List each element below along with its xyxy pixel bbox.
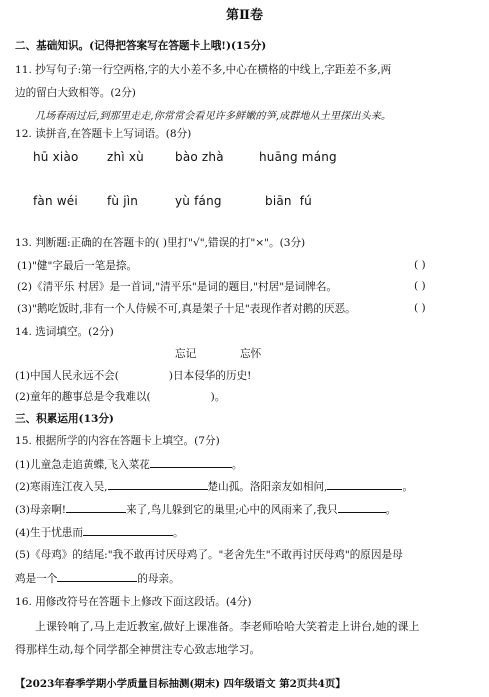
q15-1-text: (1)儿童急走追黄蝶,飞入菜花 [15, 459, 150, 471]
q13-item-2: (2)《清平乐 村居》是一首词,"清平乐"是词的题目,"村居"是词牌名。 [17, 281, 338, 293]
q15-2-end: 。 [402, 481, 414, 493]
q15-item-5-line1: (5)《母鸡》的结尾:"我不敢再讨厌母鸡了。"老舍先生"不敢再讨厌母鸡"的原因是母 [15, 549, 403, 561]
q14-item2-start: (2)童年的趣事总是令我难以( [15, 391, 151, 403]
section2-heading: 二、基础知识。(记得把答案写在答题卡上哦!)(15分) [15, 40, 267, 52]
q15-4-text: (4)生于忧患而 [15, 527, 83, 539]
q16-paragraph-line2: 得那样生动,每个同学都全神贯注专心致志地学习。 [15, 643, 261, 656]
q14-word-1: 忘记 [175, 348, 197, 360]
q16-paragraph-line1: 上课铃响了,马上走近教室,做好上课准备。李老师哈哈大笑着走上讲台,她的课上 [35, 620, 420, 633]
q15-3-text-a: (3)母亲啊! [15, 504, 67, 516]
pinyin-fu-jin: fù jìn [107, 194, 139, 208]
q14-word-2: 忘怀 [240, 348, 262, 360]
q15-2-text-b: 楚山孤。洛阳亲友如相问, [207, 481, 328, 493]
q15-item-4 [15, 525, 184, 540]
pinyin-huang-mang: huāng máng [259, 150, 337, 164]
q15-4-blank [83, 525, 173, 536]
q11-prompt-line2: 边的留白大致相等。(2分) [15, 87, 136, 99]
q15-item-5-line2 [15, 571, 180, 586]
q11-prompt-line1: 11. 抄写句子:第一行空两格,字的大小差不多,中心在横格的中线上,字距差不多,两 [15, 64, 392, 76]
q13-item-3: (3)"鹅吃饭时,非有一个人侍候不可,真是架子十足"表现作者对鹅的厌恶。 [17, 303, 356, 315]
q14-prompt: 14. 选词填空。(2分) [15, 326, 114, 338]
q15-4-end: 。 [172, 527, 184, 539]
pinyin-hu-xiao: hū xiào [33, 150, 79, 164]
q11-copy-sentence: 几场春雨过后,到那里走走,你常常会看见许多鲜嫩的笋,成群地从土里探出头来。 [35, 111, 392, 122]
q15-1-blank [150, 457, 232, 468]
q15-2-blank-2 [327, 479, 402, 490]
q15-2-blank-1 [108, 479, 208, 490]
q15-item-2 [15, 479, 413, 494]
q16-prompt: 16. 用修改符号在答题卡上修改下面这段话。(4分) [15, 596, 252, 608]
q15-3-end: 。 [385, 504, 397, 516]
q13-prompt: 13. 判断题:正确的在答题卡的( )里打"√",错误的打"×"。(3分) [15, 237, 306, 249]
q15-1-end: 。 [231, 459, 243, 471]
page-title: 第Ⅱ卷 [226, 8, 263, 23]
q14-item2-end: )。 [210, 391, 226, 403]
q15-5-blank [57, 571, 137, 582]
q14-item-1 [15, 369, 251, 383]
q15-5-end: 的母亲。 [137, 573, 180, 585]
pinyin-yu-fang: yù fáng [175, 194, 222, 208]
q12-prompt: 12. 读拼音,在答题卡上写词语。(8分) [15, 128, 192, 140]
q13-answer-2: ( ) [414, 280, 426, 292]
q13-item-1: (1)"健"字最后一笔是捺。 [17, 260, 138, 272]
pinyin-fan-wei: fàn wéi [33, 194, 78, 208]
q15-item-1 [15, 457, 243, 472]
q15-3-blank-1 [66, 502, 126, 513]
pinyin-bao-zha: bào zhà [175, 150, 224, 164]
section3-heading: 三、积累运用(13分) [15, 413, 114, 425]
q15-3-blank-2 [338, 502, 386, 513]
q13-answer-1: ( ) [414, 259, 426, 271]
pinyin-bian-fu: biān fú [265, 194, 312, 208]
q15-2-text-a: (2)寒雨连江夜入吴, [15, 481, 108, 493]
q13-answer-3: ( ) [414, 302, 426, 314]
pinyin-zhi-xu: zhì xù [107, 150, 144, 164]
q15-prompt: 15. 根据所学的内容在答题卡上填空。(7分) [15, 435, 220, 447]
q14-item1-start: (1)中国人民永远不会( [15, 370, 119, 382]
q14-item-2 [15, 390, 225, 404]
q15-5-text-a: 鸡是一个 [15, 573, 58, 585]
q15-3-text-b: 来了,鸟儿躲到它的巢里;心中的风雨来了,我只 [126, 504, 338, 516]
q15-item-3 [15, 502, 396, 517]
q14-item1-end: )日本侵华的历史! [168, 370, 252, 382]
page-footer: 【2023年春季学期小学质量目标抽测(期末) 四年级语文 第2页共4页】 [15, 678, 346, 690]
